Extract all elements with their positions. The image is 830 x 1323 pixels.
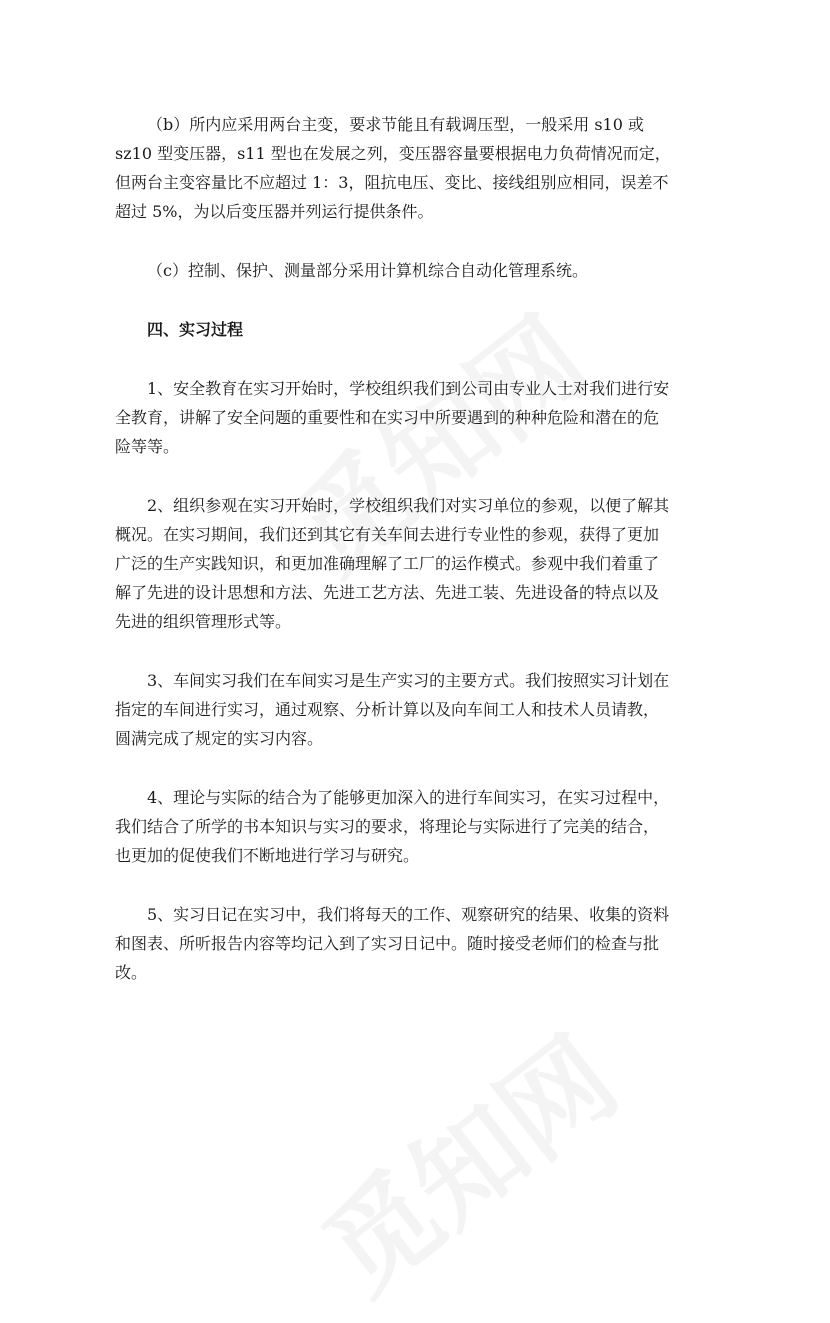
paragraph-3: 3、车间实习我们在车间实习是生产实习的主要方式。我们按照实习计划在 指定的车间进行实习，通过观察、分析计算以及向车间工人和技术人员请教， 圆满完成了规定的实习内容。 <box>115 671 670 748</box>
paragraph-2: 2、组织参观在实习开始时，学校组织我们对实习单位的参观，以便了解其 概况。在实习期间，我们还到其它有关车间去进行专业性的参观，获得了更加 广泛的生产实践知识，和更加准确理解了工厂的运作模式。参观中我们着重了 解了先进的设计思想和方法、先进工艺方法、先进工装、先进设备的特点以及 先进的组织管理形式等。 <box>115 496 670 631</box>
paragraph-4: 4、理论与实际的结合为了能够更加深入的进行车间实习，在实习过程中， 我们结合了所学的书本知识与实习的要求，将理论与实际进行了完美的结合， 也更加的促使我们不断地进行学习与研究。 <box>115 788 670 865</box>
document-body <box>115 110 717 987</box>
paragraph-b: （b）所内应采用两台主变，要求节能且有载调压型，一般采用 s10 或 sz10 型变压器，s11 型也在发展之列，变压器容量要根据电力负荷情况而定， 但两台主变容量比不应超过 1：3，阻抗电压、变比、接线组别应相同，误差不 超过 5%，为以后变压器并列运行提供条件。 <box>115 115 671 221</box>
paragraph-5: 5、实习日记在实习中，我们将每天的工作、观察研究的结果、收集的资料 和图表、所听报告内容等均记入到了实习日记中。随时接受老师们的检查与批 改。 <box>115 905 670 982</box>
paragraph-c: （c）控制、保护、测量部分采用计算机综合自动化管理系统。 <box>147 261 588 280</box>
section-heading: 四、实习过程 <box>147 320 244 339</box>
paragraph-1: 1、安全教育在实习开始时，学校组织我们到公司由专业人士对我们进行安 全教育，讲解了安全问题的重要性和在实习中所要遇到的种种危险和潜在的危 险等等。 <box>115 379 670 456</box>
watermark <box>286 995 643 1323</box>
